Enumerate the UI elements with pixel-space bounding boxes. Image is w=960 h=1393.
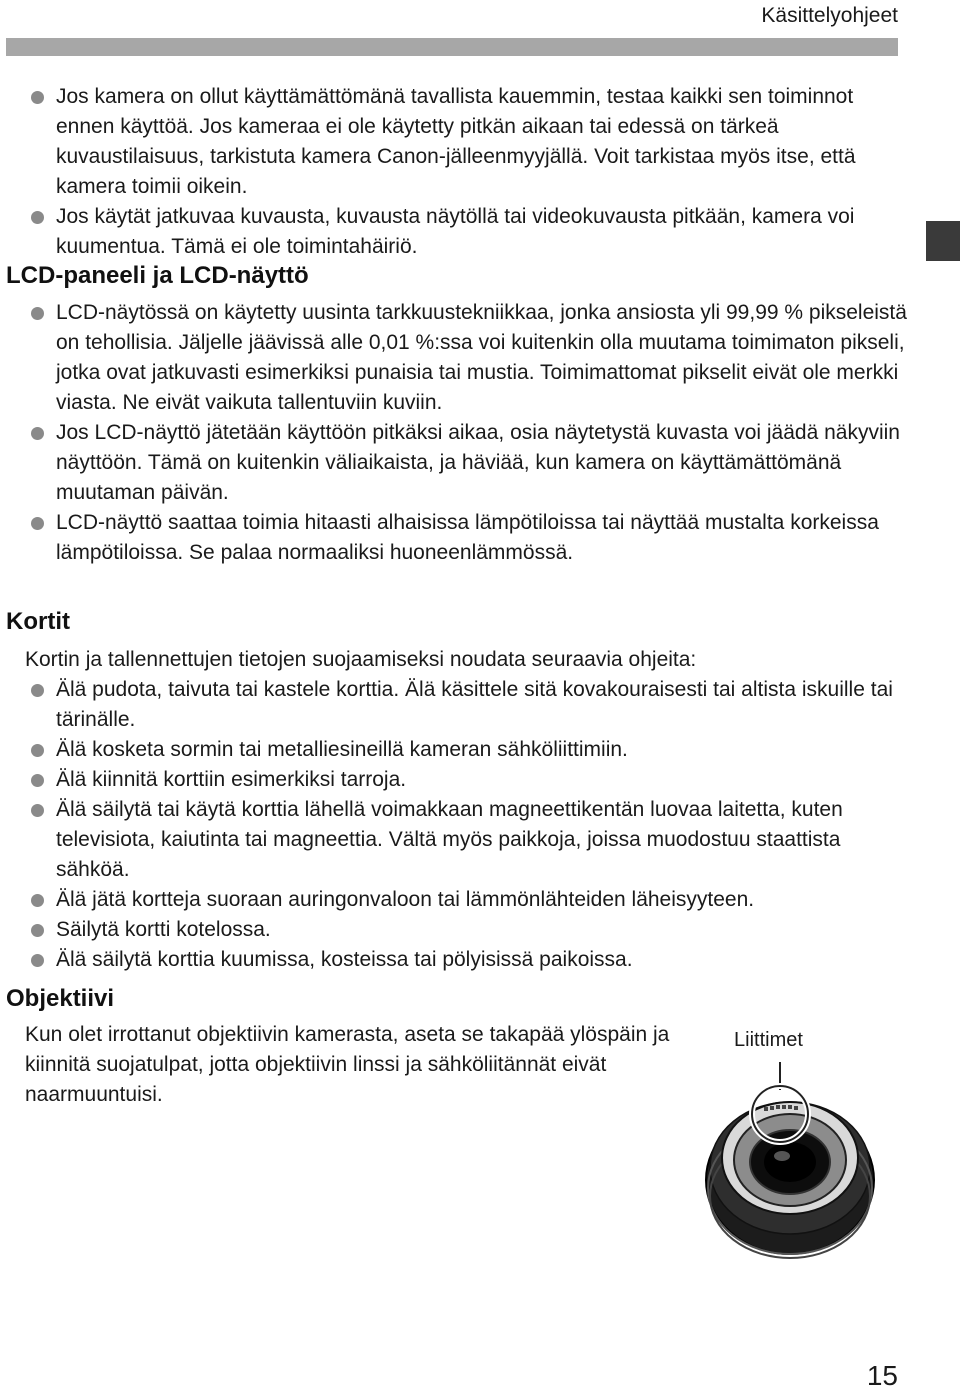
- bullet-icon: [31, 774, 44, 787]
- list-item: Älä kosketa sormin tai metalliesineillä kameran sähköliittimiin.: [0, 735, 910, 765]
- list-item: Jos kamera on ollut käyttämättömänä tavallista kauemmin, testaa kaikki sen toiminnot ennen käyttöä. Jos kameraa ei ole käytetty pitkän aikaan tai edessä on tärkeä kuvaustilaisuus, tarkistuta kamera Canon-jälleenmyyjällä. Voit tarkistaa myös itse, että kamera toimii oikein.: [0, 82, 910, 202]
- bullet-icon: [31, 804, 44, 817]
- list-item: Älä säilytä korttia kuumissa, kosteissa tai pölyisissä paikoissa.: [0, 945, 910, 975]
- bullet-icon: [31, 91, 44, 104]
- list-item: Älä kiinnitä korttiin esimerkiksi tarroja.: [0, 765, 910, 795]
- page-number: 15: [866, 1360, 898, 1391]
- bullet-icon: [31, 684, 44, 697]
- bullet-icon: [31, 924, 44, 937]
- lens-illustration: [690, 1020, 900, 1270]
- list-item: LCD-näyttö saattaa toimia hitaasti alhaisissa lämpötiloissa tai näyttää mustalta korkeissa lämpötiloissa. Se palaa normaaliksi huoneenlämmössä.: [0, 508, 910, 568]
- list-item: Älä pudota, taivuta tai kastele korttia. Älä käsittele sitä kovakouraisesti tai altista iskuille tai tärinälle.: [0, 675, 910, 735]
- bullet-icon: [31, 211, 44, 224]
- section-heading-lens: Objektiivi: [6, 985, 115, 1012]
- section-heading-cards: Kortit: [6, 608, 70, 635]
- chapter-tab-marker: [926, 221, 960, 261]
- cards-intro: Kortin ja tallennettujen tietojen suojaamiseksi noudata seuraavia ohjeita:: [25, 648, 697, 671]
- lens-rear-icon: [690, 1020, 900, 1270]
- header-rule: [6, 38, 898, 56]
- lens-intro: Kun olet irrottanut objektiivin kamerasta, aseta se takapää ylöspäin ja kiinnitä suojatulpat, jotta objektiivin linssi ja sähköliitännät eivät naarmuuntuisi.: [25, 1023, 670, 1106]
- bullet-icon: [31, 954, 44, 967]
- contacts-label: Liittimet: [734, 1029, 803, 1051]
- section-heading-lcd: LCD-paneeli ja LCD-näyttö: [6, 262, 309, 289]
- lcd-bullet-list: [0, 298, 910, 568]
- list-item: Jos käytät jatkuvaa kuvausta, kuvausta näytöllä tai videokuvausta pitkään, kamera voi kuumentua. Tämä ei ole toimintahäiriö.: [0, 202, 910, 262]
- list-item: Älä jätä kortteja suoraan auringonvaloon tai lämmönlähteiden läheisyyteen.: [0, 885, 910, 915]
- list-item: Jos LCD-näyttö jätetään käyttöön pitkäksi aikaa, osia näytetystä kuvasta voi jäädä näkyviin näyttöön. Tämä on kuitenkin väliaikaista, ja häviää, kun kamera on käyttämättömänä muutaman päivän.: [0, 418, 910, 508]
- bullet-icon: [31, 427, 44, 440]
- list-item: LCD-näytössä on käytetty uusinta tarkkuustekniikkaa, jonka ansiosta yli 99,99 % pikseleistä on tehollisia. Jäljelle jäävissä alle 0,01 %:ssa voi kuitenkin olla muutama toimimaton pikseli, jotka ovat jatkuvasti esimerkiksi punaisia tai mustia. Toimimattomat pikselit eivät ole merkki viasta. Ne eivät vaikuta tallentuviin kuviin.: [0, 298, 910, 418]
- list-item: Älä säilytä tai käytä korttia lähellä voimakkaan magneettikentän luovaa laitetta, kuten televisiota, kaiutinta tai magneettia. Vältä myös paikkoja, joissa muodostuu staattista sähköä.: [0, 795, 910, 885]
- bullet-icon: [31, 517, 44, 530]
- bullet-icon: [31, 894, 44, 907]
- bullet-icon: [31, 744, 44, 757]
- bullet-icon: [31, 307, 44, 320]
- running-header: Käsittelyohjeet: [761, 4, 898, 27]
- list-item: Säilytä kortti kotelossa.: [0, 915, 910, 945]
- general-bullet-list: [0, 82, 910, 262]
- cards-bullet-list: [0, 675, 910, 975]
